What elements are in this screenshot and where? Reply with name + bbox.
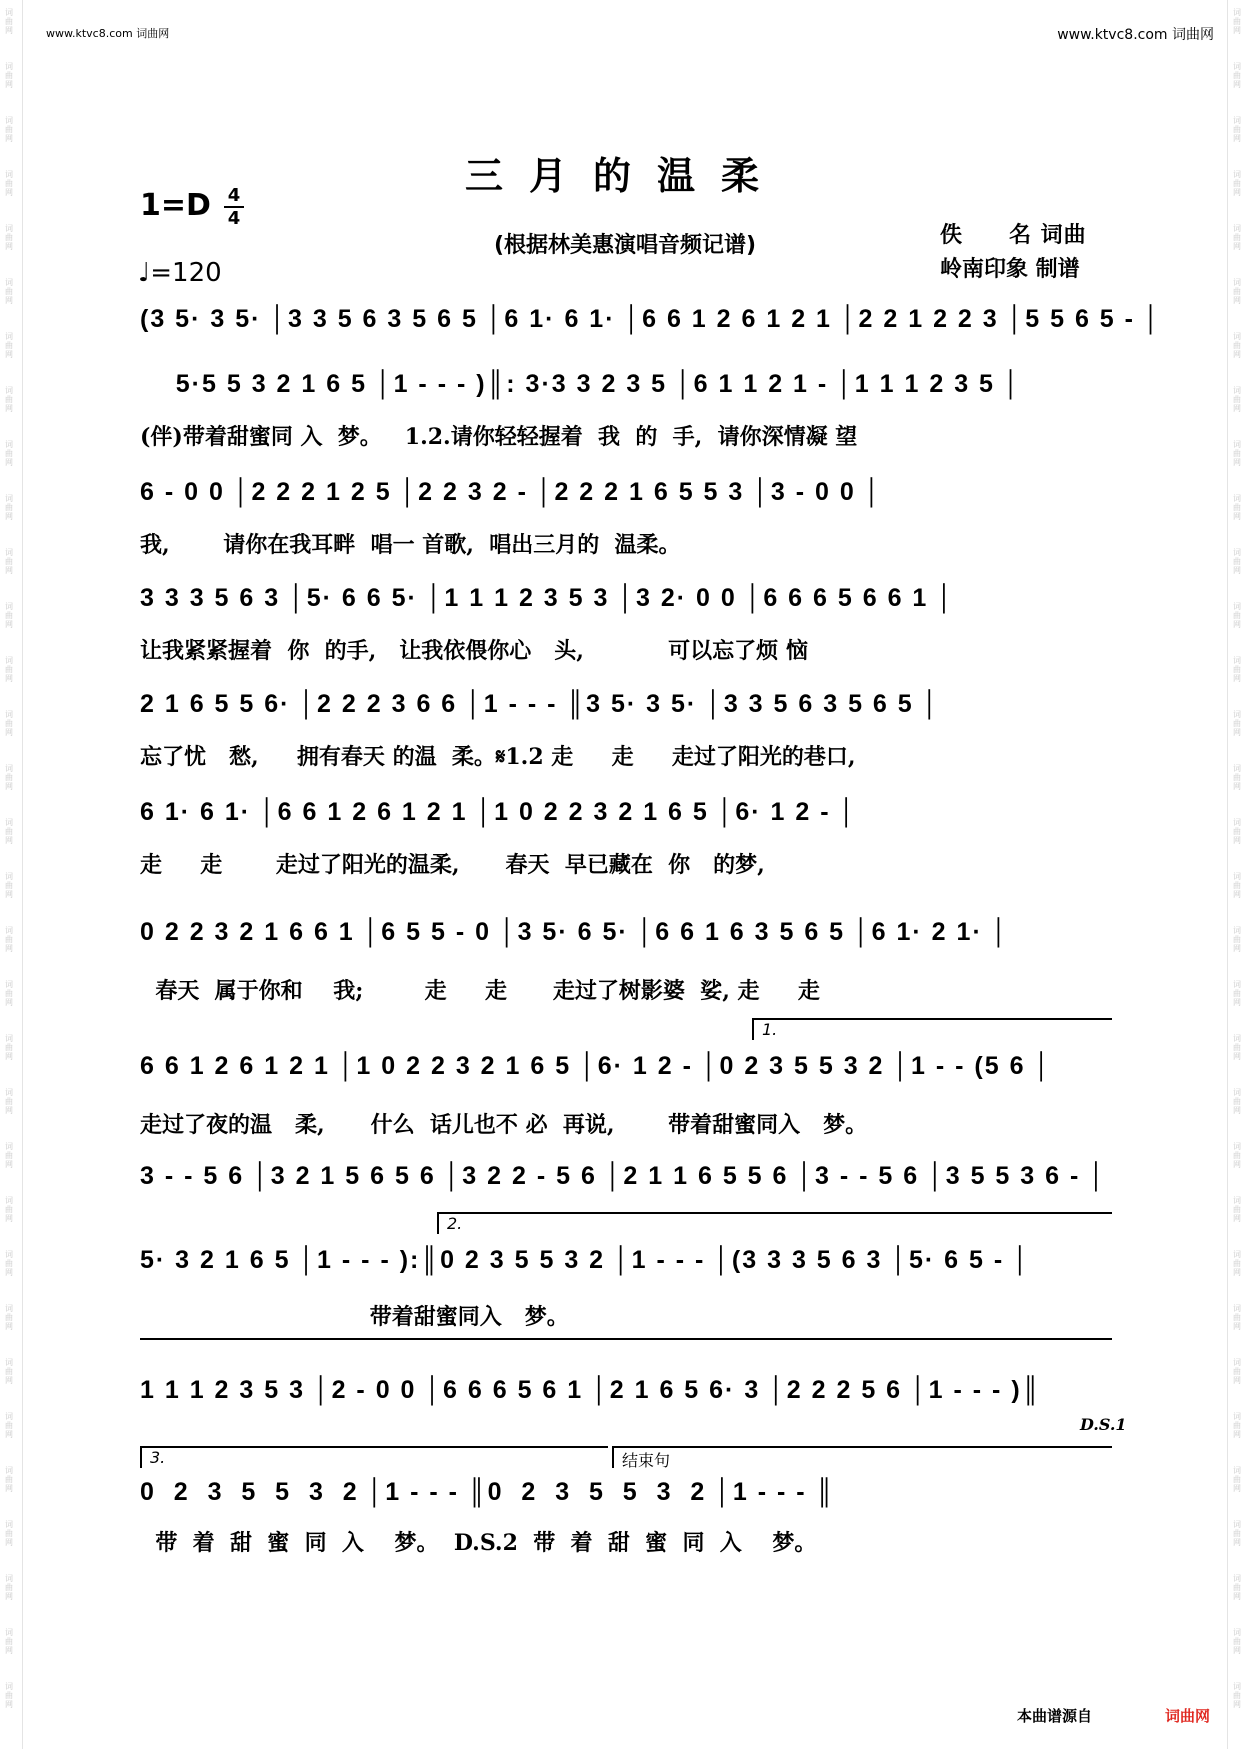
score-row-8 <box>140 1052 1112 1142</box>
credit-arranger: 岭南印象 制谱 <box>940 257 1080 282</box>
side-watermark-text: 词曲网 <box>5 494 13 521</box>
score-row-1 <box>140 305 1162 345</box>
footer-site-link[interactable]: 词曲网 <box>1165 1707 1211 1725</box>
side-watermark-text: 词曲网 <box>1233 170 1241 197</box>
side-watermark-text: 词曲网 <box>5 440 13 467</box>
side-watermark-text: 词曲网 <box>5 548 13 575</box>
side-watermark-text: 词曲网 <box>5 278 13 305</box>
meter-top: 4 <box>227 185 241 206</box>
side-watermark-text: 词曲网 <box>1233 1250 1241 1277</box>
key-signature: 1=D <box>140 188 211 223</box>
side-watermark-text: 词曲网 <box>1233 1520 1241 1547</box>
lyrics-row-2: (伴)带着甜蜜同 入 梦。 1.2.请你轻轻握着 我 的 手, 请你深情凝 望 <box>140 424 858 450</box>
side-watermark-text: 词曲网 <box>5 170 13 197</box>
site-url-top-left: www.ktvc8.com 词曲网 <box>46 27 170 40</box>
side-watermark-text: 词曲网 <box>5 1196 13 1223</box>
side-watermark-text: 词曲网 <box>1233 62 1241 89</box>
side-watermark-text: 词曲网 <box>5 116 13 143</box>
side-watermark-text: 词曲网 <box>1233 278 1241 305</box>
side-watermark-text: 词曲网 <box>5 1574 13 1601</box>
side-watermark-text: 词曲网 <box>1233 1574 1241 1601</box>
notes-row-8: 6 6 1 2 6 1 2 1 │1 0 2 2 3 2 1 6 5 │6· 1 2 - │0 2 3 5 5 3 2 │1 - - (5 6 │ <box>140 1052 1053 1080</box>
song-subtitle: (根据林美惠演唱音频记谱) <box>493 233 757 258</box>
score-row-7 <box>140 918 1112 1008</box>
side-watermark-text: 词曲网 <box>5 764 13 791</box>
ds1-marking: D.S.1 <box>1080 1415 1127 1434</box>
score-row-12 <box>140 1478 1112 1568</box>
side-watermark-text: 词曲网 <box>1233 602 1241 629</box>
side-watermark-text: 词曲网 <box>1233 1628 1241 1655</box>
lyrics-row-5: 忘了忧 愁, 拥有春天 的温 柔。𝄋1.2 走 走 走过了阳光的巷口, <box>140 744 856 770</box>
right-watermark-strip <box>1227 0 1250 1749</box>
notes-row-11: 1 1 1 2 3 5 3 │2 - 0 0 │6 6 6 5 6 1 │2 1 6 5 6· 3 │2 2 2 5 6 │1 - - - )║ <box>140 1376 1042 1404</box>
side-watermark-text: 词曲网 <box>1233 386 1241 413</box>
side-watermark-text: 词曲网 <box>5 926 13 953</box>
side-watermark-text: 词曲网 <box>1233 494 1241 521</box>
lyrics-row-3: 我, 请你在我耳畔 唱一 首歌, 唱出三月的 温柔。 <box>140 532 681 558</box>
notes-row-10: 5· 3 2 1 6 5 │1 - - - ):║0 2 3 5 5 3 2 │1 - - - │(3 3 3 5 6 3 │5· 6 5 - │ <box>140 1246 1031 1274</box>
side-watermark-text: 词曲网 <box>5 1034 13 1061</box>
side-watermark-text: 词曲网 <box>1233 1142 1241 1169</box>
side-watermark-text: 词曲网 <box>1233 548 1241 575</box>
side-watermark-text: 词曲网 <box>5 872 13 899</box>
side-watermark-text: 词曲网 <box>5 980 13 1007</box>
volta-first-ending: 1. <box>752 1018 1112 1040</box>
side-watermark-text: 词曲网 <box>1233 1358 1241 1385</box>
side-watermark-text: 词曲网 <box>5 62 13 89</box>
score-row-11 <box>140 1376 1112 1426</box>
notes-row-2: 5·5 5 3 2 1 6 5 │1 - - - )║: 3·3 3 2 3 5 │6 1 1 2 1 - │1 1 1 2 3 5 │ <box>140 370 1022 398</box>
side-watermark-text: 词曲网 <box>1233 764 1241 791</box>
side-watermark-text: 词曲网 <box>1233 116 1241 143</box>
side-watermark-text: 词曲网 <box>5 656 13 683</box>
side-watermark-text: 词曲网 <box>1233 872 1241 899</box>
side-watermark-text: 词曲网 <box>5 602 13 629</box>
side-watermark-text: 词曲网 <box>1233 1412 1241 1439</box>
score-row-2 <box>140 370 1112 460</box>
side-watermark-text: 词曲网 <box>1233 818 1241 845</box>
side-watermark-text: 词曲网 <box>5 1250 13 1277</box>
volta-third-ending: 3. <box>140 1446 608 1468</box>
side-watermark-text: 词曲网 <box>5 1466 13 1493</box>
credit-composer: 佚 名 词曲 <box>940 223 1087 248</box>
notes-row-6: 6 1· 6 1· │6 6 1 2 6 1 2 1 │1 0 2 2 3 2 1 6 5 │6· 1 2 - │ <box>140 798 858 826</box>
side-watermark-text: 词曲网 <box>5 224 13 251</box>
score-row-9 <box>140 1162 1112 1212</box>
volta-line <box>140 1338 1112 1340</box>
side-watermark-text: 词曲网 <box>5 818 13 845</box>
side-watermark-text: 词曲网 <box>1233 1466 1241 1493</box>
notes-row-9: 3 - - 5 6 │3 2 1 5 6 5 6 │3 2 2 - 5 6 │2 1 1 6 5 5 6 │3 - - 5 6 │3 5 5 3 6 - │ <box>140 1162 1107 1190</box>
lyrics-row-7: 春天 属于你和 我; 走 走 走过了树影婆 娑, 走 走 <box>140 978 820 1004</box>
side-watermark-text: 词曲网 <box>1233 1682 1241 1709</box>
time-signature <box>224 186 244 228</box>
side-watermark-text: 词曲网 <box>5 1682 13 1709</box>
side-watermark-text: 词曲网 <box>1233 1304 1241 1331</box>
side-watermark-text: 词曲网 <box>1233 980 1241 1007</box>
side-watermark-text: 词曲网 <box>1233 926 1241 953</box>
side-watermark-text: 词曲网 <box>5 8 13 35</box>
lyrics-row-6: 走 走 走过了阳光的温柔, 春天 早已藏在 你 的梦, <box>140 852 765 878</box>
side-watermark-text: 词曲网 <box>5 332 13 359</box>
side-watermark-text: 词曲网 <box>1233 1088 1241 1115</box>
side-watermark-text: 词曲网 <box>5 1412 13 1439</box>
lyrics-row-10: 带着甜蜜同入 梦。 <box>140 1304 569 1330</box>
side-watermark-text: 词曲网 <box>5 1088 13 1115</box>
notes-row-12: 0 2 3 5 5 3 2 │1 - - - ║0 2 3 5 5 3 2 │1 - - - ║ <box>140 1478 836 1506</box>
side-watermark-text: 词曲网 <box>5 1358 13 1385</box>
left-watermark-strip <box>0 0 23 1749</box>
side-watermark-text: 词曲网 <box>5 1520 13 1547</box>
side-watermark-text: 词曲网 <box>5 710 13 737</box>
score-row-6 <box>140 798 1112 888</box>
side-watermark-text: 词曲网 <box>1233 1034 1241 1061</box>
side-watermark-text: 词曲网 <box>1233 1196 1241 1223</box>
site-url-top-right: www.ktvc8.com 词曲网 <box>1057 27 1214 43</box>
meter-bottom: 4 <box>227 208 241 229</box>
notes-row-3: 6 - 0 0 │2 2 2 1 2 5 │2 2 3 2 - │2 2 2 1 6 5 5 3 │3 - 0 0 │ <box>140 478 883 506</box>
side-watermark-text: 词曲网 <box>1233 224 1241 251</box>
score-row-10 <box>140 1246 1112 1336</box>
song-title: 三月的温柔 <box>464 154 785 198</box>
side-watermark-text: 词曲网 <box>5 1142 13 1169</box>
notes-row-1: (3 5· 3 5· │3 3 5 6 3 5 6 5 │6 1· 6 1· │6 6 1 2 6 1 2 1 │2 2 1 2 2 3 │5 5 6 5 - │ <box>140 305 1162 333</box>
side-watermark-text: 词曲网 <box>1233 656 1241 683</box>
side-watermark-text: 词曲网 <box>1233 710 1241 737</box>
volta-second-ending: 2. <box>437 1212 1112 1234</box>
lyrics-row-4: 让我紧紧握着 你 的手, 让我依偎你心 头, 可以忘了烦 恼 <box>140 638 808 664</box>
lyrics-row-12: 带 着 甜 蜜 同 入 梦。 D.S.2 带 着 甜 蜜 同 入 梦。 <box>140 1530 817 1556</box>
score-row-5 <box>140 690 1112 780</box>
side-watermark-text: 词曲网 <box>5 386 13 413</box>
footer-source-label: 本曲谱源自 <box>1017 1707 1093 1725</box>
volta-coda-ending: 结束句 <box>612 1446 1112 1468</box>
notes-row-7: 0 2 2 3 2 1 6 6 1 │6 5 5 - 0 │3 5· 6 5· │6 6 1 6 3 5 6 5 │6 1· 2 1· │ <box>140 918 1010 946</box>
notes-row-5: 2 1 6 5 5 6· │2 2 2 3 6 6 │1 - - - ║3 5· 3 5· │3 3 5 6 3 5 6 5 │ <box>140 690 941 718</box>
notes-row-4: 3 3 3 5 6 3 │5· 6 6 5· │1 1 1 2 3 5 3 │3 2· 0 0 │6 6 6 5 6 6 1 │ <box>140 584 955 612</box>
side-watermark-text: 词曲网 <box>5 1628 13 1655</box>
side-watermark-text: 词曲网 <box>5 1304 13 1331</box>
score-row-3 <box>140 478 1112 568</box>
side-watermark-text: 词曲网 <box>1233 8 1241 35</box>
score-row-4 <box>140 584 1112 674</box>
side-watermark-text: 词曲网 <box>1233 332 1241 359</box>
tempo-marking: ♩=120 <box>138 258 222 288</box>
side-watermark-text: 词曲网 <box>1233 440 1241 467</box>
lyrics-row-8: 走过了夜的温 柔, 什么 话儿也不 必 再说, 带着甜蜜同入 梦。 <box>140 1112 868 1138</box>
